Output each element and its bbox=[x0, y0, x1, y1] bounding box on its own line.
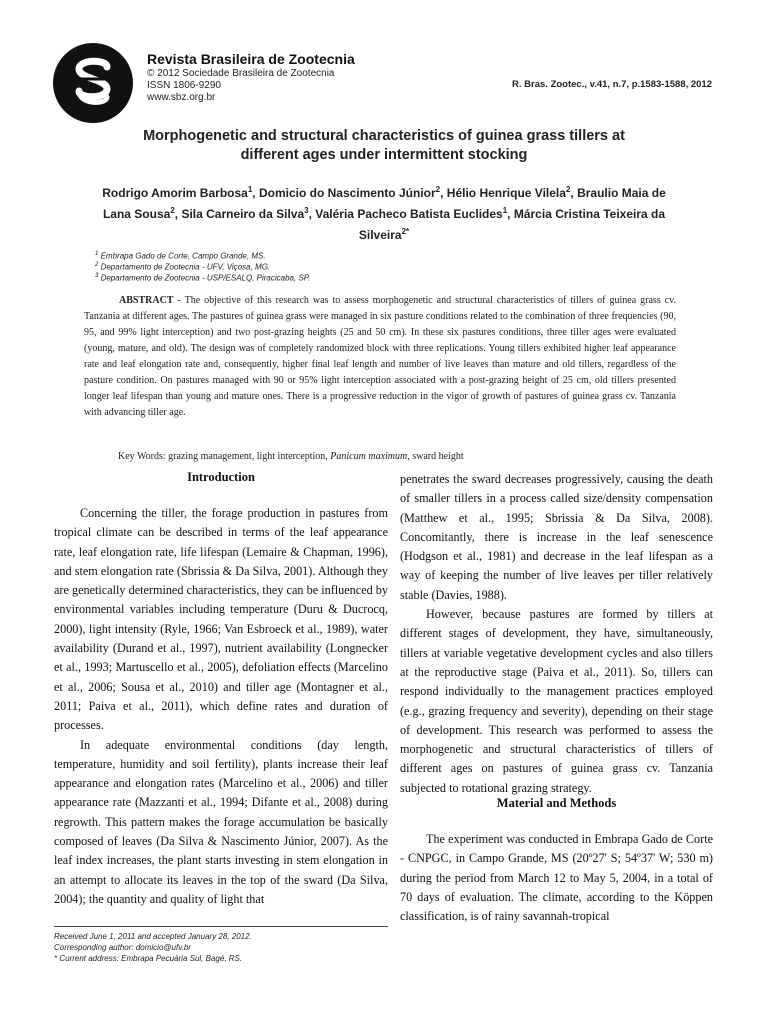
paragraph: In adequate environmental conditions (day length, temperature, humidity and soil fertility), plants increase their leaf appearance and elongation rates (Marcelino et al., 2006) and tiller appearance rate (Mazzanti et al., 1994; Difante et al., 2008) during regrowth. This pattern makes the forage accumulation be basically composed of leaves (Da Silva & Nascimento Júnior, 2007). As the leaf index increases, the plant starts investing in stem elongation in an attempt to allocate its leaves in the top of the sward (Da Silva, 2004); the quantity and quality of light that bbox=[54, 737, 388, 906]
affiliation: $^2$ Departamento de Zootecnia - UFV, Viçosa, MG. bbox=[95, 262, 271, 272]
paragraph: penetrates the sward decreases progressively, causing the death of smaller tillers in a process called size/density compensation (Matthew et al., 1995; Sbrissia & Da Silva, 2008). Concomitantly, there is increase in the leaf senescence (Hodgson et al., 1981) and decrease in the leaf lifespan as a way of keeping the number of live leaves per tiller relatively stable (Davies, 1988). bbox=[400, 472, 713, 602]
current-address-note: * Current address: Embrapa Pecuária Sul, Bagé, RS. bbox=[54, 954, 243, 963]
paragraph: However, because pastures are formed by tillers at different stages of development, they have, simultaneously, tillers at variable vegetative development cycles and also tillers at the reproductive stage (Paiva et al., 2011). So, tillers can respond individually to the management practices employed (e.g., grazing frequency and severity), depending on their stage of development. This research was performed to assess the morphogenetic and structural characteristics of tillers of different ages on pastures of guinea grass cv. Tanzania subjected to rotational grazing strategy. bbox=[400, 607, 713, 795]
methods-column bbox=[400, 830, 713, 926]
journal-name: Revista Brasileira de Zootecnia bbox=[147, 51, 355, 67]
author: Hélio Henrique Vilela$^2$, bbox=[446, 185, 578, 200]
title-line-2: different ages under intermittent stocking bbox=[240, 147, 528, 163]
journal-website[interactable]: www.sbz.org.br bbox=[147, 92, 216, 103]
journal-copyright: © 2012 Sociedade Brasileira de Zootecnia bbox=[147, 68, 335, 79]
author: Domicio do Nascimento Júnior$^2$, bbox=[258, 185, 447, 200]
keywords: Key Words: grazing management, light interception, Panicum maximum, sward height bbox=[118, 451, 464, 462]
author: Braulio Maia de Lana Sousa$^2$, bbox=[102, 186, 666, 221]
title-line-1: Morphogenetic and structural characteristics of guinea grass tillers at bbox=[143, 128, 625, 144]
footnote-divider bbox=[54, 926, 388, 927]
paragraph: The experiment was conducted in Embrapa Gado de Corte - CNPGC, in Campo Grande, MS (20º27' S; 54º37' W; 530 m) during the period from March 12 to May 5, 2004, in a total of 70 days of evaluation. The climate, according to the Köppen classification, is of rainy savannah-tropical bbox=[400, 832, 713, 924]
journal-issn: ISSN 1806-9290 bbox=[147, 80, 221, 91]
affiliation: $^1$ Embrapa Gado de Corte, Campo Grande, MS. bbox=[95, 251, 266, 261]
author: Sila Carneiro da Silva$^3$, bbox=[181, 206, 316, 221]
abstract-label: ABSTRACT bbox=[119, 295, 174, 306]
received-note: Received June 1, 2011 and accepted January 28, 2012. bbox=[54, 932, 252, 941]
author: Márcia Cristina Teixeira da Silveira$^{2*}$ bbox=[358, 207, 666, 242]
affiliation: $^3$ Departamento de Zootecnia - USP/ESALQ, Piracicaba, SP. bbox=[95, 273, 311, 283]
introduction-heading: Introduction bbox=[187, 470, 255, 484]
methods-heading: Material and Methods bbox=[496, 796, 617, 810]
paragraph: Concerning the tiller, the forage production in pastures from tropical climate can be described in terms of the leaf appearance rate, leaf elongation rate, life lifespan (Lemaire & Chapman, 1996), and stem elongation rate (Sbrissia & Da Silva, 2001). Although they are genetically determined characteristics, they can be influenced by environmental variables including temperature (Duru & Ducrocq, 2000), light intensity (Ryle, 1966; Van Esbroeck et al., 1989), water availability (Durand et al., 1997), nutrient availability (Longnecker et al., 1993; Martuscello et al., 2005), defoliation effects (Marcelino et al., 2006; Sousa et al., 2010) and tiller age (Montagner et al., 2011; Paiva et al., 2011), which define rates and duration of processes. bbox=[54, 506, 388, 733]
journal-logo bbox=[53, 43, 133, 123]
citation: R. Bras. Zootec., v.41, n.7, p.1583-1588, 2012 bbox=[512, 79, 712, 90]
abstract-text: - The objective of this research was to assess morphogenetic and structural characteristics of tillers of guinea grass cv. Tanzania at different ages. The pastures of guinea grass were managed in six pasture conditions related to the combination of three frequencies (90, 95, and 99% light interception) and two post-grazing heights (25 and 50 cm). In these six pastures conditions, three tiller ages were evaluated (young, mature, and old). The design was of completely randomized block with three replications. Young tillers exhibited higher leaf appearance rate and leaf elongation rate and, consequently, higher final leaf length and number of live leaves than mature and old tillers, regardless of the pasture condition. On pastures managed with 90 or 95% light interception associated with a post-grazing height of 25 cm, old tillers presented longer leaf lifespan than young and mature ones. There is a progressive reduction in the vigor of growth of pastures of guinea grass cv. Tanzania with advancing tiller age. bbox=[84, 295, 676, 418]
left-column bbox=[54, 504, 388, 909]
abstract bbox=[84, 293, 676, 421]
author-list bbox=[90, 181, 678, 244]
right-column bbox=[400, 470, 713, 798]
author: Rodrigo Amorim Barbosa$^1$, bbox=[102, 185, 259, 200]
author: Valéria Pacheco Batista Euclides$^1$, bbox=[315, 206, 514, 221]
paper-title bbox=[80, 127, 688, 165]
corresponding-note: Corresponding author: domicio@ufv.br bbox=[54, 943, 191, 952]
